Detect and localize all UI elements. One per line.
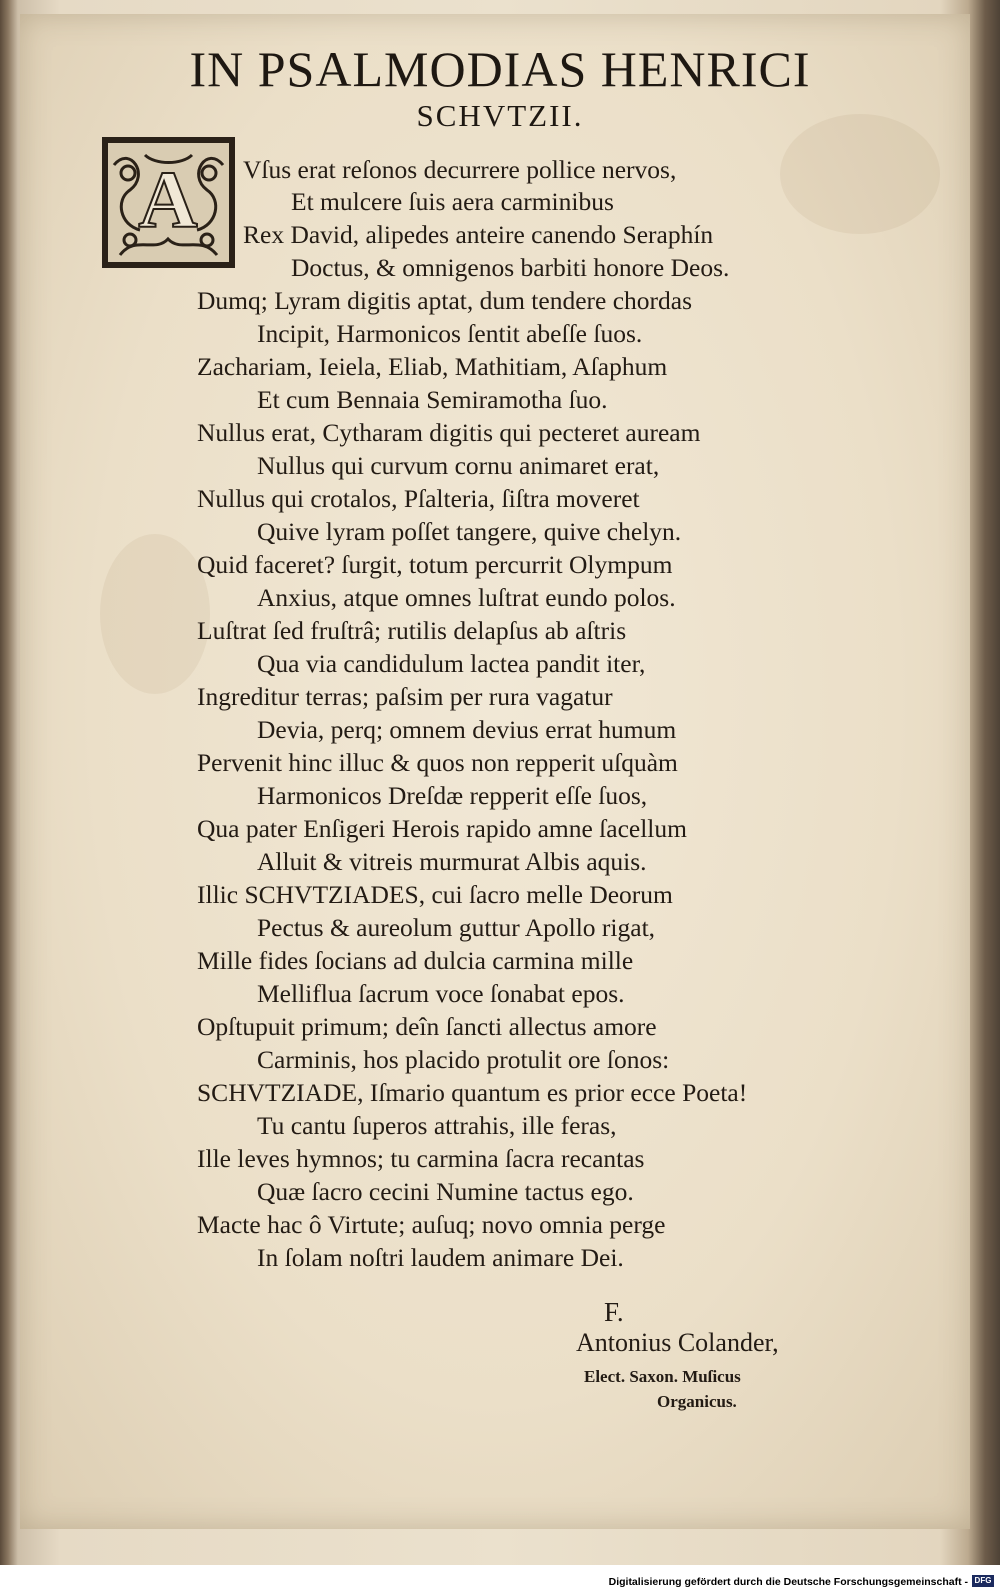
verse-line: Nullus erat, Cytharam digitis qui pecteret auream (197, 418, 701, 447)
verse-line: Doctus, & omnigenos barbiti honore Deos. (291, 253, 730, 282)
verse-line: SCHVTZIADE, Iſmario quantum es prior ecce Poeta! (197, 1078, 748, 1107)
initial-letter: A (138, 154, 198, 245)
verse-line: In ſolam noſtri laudem animare Dei. (257, 1243, 624, 1272)
signature-initial: F. (604, 1297, 624, 1327)
verse-line: Dumq; Lyram digitis aptat, dum tendere chordas (197, 286, 693, 315)
verse-line: Zachariam, Ieiela, Eliab, Mathitiam, Aſaphum (197, 352, 668, 381)
decorated-initial (100, 135, 237, 270)
verse-line: Incipit, Harmonicos ſentit abeſſe ſuos. (257, 319, 643, 348)
verse-line: Quive lyram poſſet tangere, quive chelyn. (257, 517, 682, 546)
dfg-logo: DFG (972, 1575, 994, 1587)
verse-line: Pervenit hinc illuc & quos non repperit uſquàm (197, 748, 678, 777)
verse-line: Nullus qui crotalos, Pſalteria, ſiſtra moveret (197, 484, 640, 513)
verse-line: Et cum Bennaia Semiramotha ſuo. (257, 385, 608, 414)
verse-line: Vſus erat reſonos decurrere pollice nervos, (243, 155, 677, 184)
verse-line: Quid faceret? ſurgit, totum percurrit Olympum (197, 550, 673, 579)
verse-line: Carminis, hos placido protulit ore ſonos: (257, 1045, 670, 1074)
verse-line: Anxius, atque omnes luſtrat eundo polos. (257, 583, 676, 612)
verse-line: Ingreditur terras; paſsim per rura vagatur (197, 682, 613, 711)
verse-line: Rex David, alipedes anteire canendo Seraphín (243, 220, 714, 249)
verse-line: Alluit & vitreis murmurat Albis aquis. (257, 847, 647, 876)
verse-line: Et mulcere ſuis aera carminibus (291, 187, 614, 216)
signature-role-1: Elect. Saxon. Muſicus (584, 1367, 741, 1386)
verse-line: Luſtrat ſed fruſtrâ; rutilis delapſus ab aſtris (197, 616, 627, 645)
title-line-1: IN PSALMODIAS HENRICI (189, 41, 811, 97)
title-line-2: SCHVTZII. (416, 98, 584, 133)
verse-line: Mille fides ſocians ad dulcia carmina mille (197, 946, 634, 975)
verse-line: Melliflua ſacrum voce ſonabat epos. (257, 979, 625, 1008)
verse-line: Macte hac ô Virtute; auſuq; novo omnia perge (197, 1210, 666, 1239)
verse-line: Ille leves hymnos; tu carmina ſacra recantas (197, 1144, 645, 1173)
verse-line: Devia, perq; omnem devius errat humum (257, 715, 677, 744)
footer-credit: Digitalisierung gefördert durch die Deutsche Forschungsgemeinschaft - (608, 1576, 968, 1588)
verse-line: Qua pater Enſigeri Herois rapido amne ſacellum (197, 814, 687, 843)
verse-line: Qua via candidulum lactea pandit iter, (257, 649, 646, 678)
verse-line: Harmonicos Dreſdæ repperit eſſe ſuos, (257, 781, 648, 810)
verse-line: Tu cantu ſuperos attrahis, ille feras, (257, 1111, 617, 1140)
paper-stain (100, 534, 210, 694)
verse-line: Nullus qui curvum cornu animaret erat, (257, 451, 660, 480)
verse-line: Opſtupuit primum; deîn ſancti allectus amore (197, 1012, 657, 1041)
verse-line: Illic SCHVTZIADES, cui ſacro melle Deorum (197, 880, 673, 909)
signature-role-2: Organicus. (657, 1392, 737, 1411)
signature-name: Antonius Colander, (576, 1328, 779, 1357)
verse-line: Pectus & aureolum guttur Apollo rigat, (257, 913, 656, 942)
verse-line: Quæ ſacro cecini Numine tactus ego. (257, 1177, 634, 1206)
